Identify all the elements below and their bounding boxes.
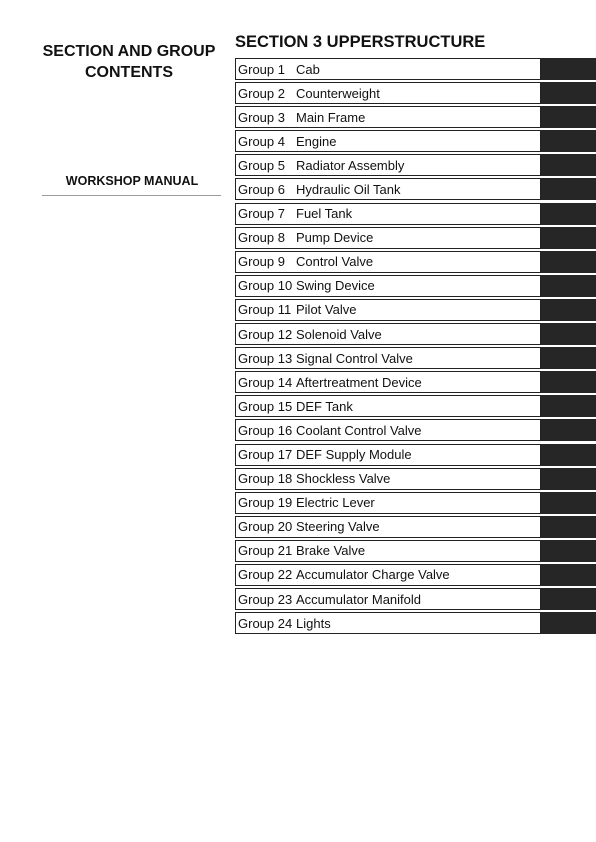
- group-name: Accumulator Charge Valve: [296, 567, 450, 583]
- group-number: Group 12: [238, 326, 293, 342]
- group-link[interactable]: [235, 444, 541, 466]
- group-row[interactable]: [235, 540, 596, 562]
- sidebar: [36, 41, 222, 83]
- group-number: Group 22: [238, 567, 293, 583]
- group-row[interactable]: [235, 371, 596, 393]
- group-tab-marker: [541, 251, 596, 273]
- group-number: Group 7: [238, 206, 285, 222]
- group-name: DEF Tank: [296, 398, 353, 414]
- group-link[interactable]: [235, 564, 541, 586]
- group-row[interactable]: [235, 251, 596, 273]
- group-name: Steering Valve: [296, 519, 380, 535]
- group-tab-marker: [541, 395, 596, 417]
- group-link[interactable]: [235, 419, 541, 441]
- group-name: Main Frame: [296, 109, 366, 125]
- group-tab-marker: [541, 154, 596, 176]
- group-link[interactable]: [235, 275, 541, 297]
- group-link[interactable]: [235, 371, 541, 393]
- group-tab-marker: [541, 82, 596, 104]
- group-name: Engine: [296, 133, 337, 149]
- group-tab-marker: [541, 444, 596, 466]
- group-name: Solenoid Valve: [296, 326, 382, 342]
- section-contents-title: SECTION AND GROUP CONTENTS: [42, 43, 216, 81]
- group-number: Group 15: [238, 398, 293, 414]
- group-tab-marker: [541, 203, 596, 225]
- group-row[interactable]: [235, 106, 596, 128]
- page-title: SECTION 3 UPPERSTRUCTURE: [235, 33, 486, 51]
- group-number: Group 17: [238, 447, 293, 462]
- group-row[interactable]: [235, 347, 596, 369]
- group-number: Group 18: [238, 471, 293, 487]
- group-name: Brake Valve: [296, 543, 366, 559]
- group-row[interactable]: [235, 395, 596, 417]
- group-name: Lights: [296, 615, 331, 631]
- group-row[interactable]: [235, 203, 596, 225]
- group-tab-marker: [541, 227, 596, 249]
- group-row[interactable]: [235, 58, 596, 80]
- group-name: Counterweight: [296, 85, 380, 101]
- group-tab-marker: [541, 130, 596, 152]
- group-row[interactable]: [235, 178, 596, 200]
- group-tab-marker: [541, 58, 596, 80]
- group-row[interactable]: [235, 612, 596, 634]
- group-number: Group 23: [238, 591, 293, 607]
- group-link[interactable]: [235, 178, 541, 200]
- group-tab-marker: [541, 371, 596, 393]
- group-tab-marker: [541, 347, 596, 369]
- group-tab-marker: [541, 106, 596, 128]
- group-tab-marker: [541, 540, 596, 562]
- group-name: Electric Lever: [296, 495, 375, 511]
- group-tab-marker: [541, 419, 596, 441]
- group-name: DEF Supply Module: [296, 447, 412, 462]
- group-tab-marker: [541, 299, 596, 321]
- group-number: Group 9: [238, 254, 285, 270]
- group-row[interactable]: [235, 588, 596, 610]
- group-tab-marker: [541, 612, 596, 634]
- group-row[interactable]: [235, 227, 596, 249]
- group-tab-marker: [541, 323, 596, 345]
- group-link[interactable]: [235, 299, 541, 321]
- group-link[interactable]: [235, 492, 541, 514]
- group-row[interactable]: [235, 82, 596, 104]
- group-number: Group 19: [238, 495, 293, 511]
- group-name: Swing Device: [296, 278, 375, 294]
- group-number: Group 13: [238, 350, 293, 366]
- group-tab-marker: [541, 178, 596, 200]
- group-number: Group 2: [238, 85, 285, 101]
- group-name: Signal Control Valve: [296, 350, 413, 366]
- group-number: Group 11: [238, 302, 292, 318]
- group-number: Group 24: [238, 615, 293, 631]
- group-number: Group 14: [238, 374, 293, 390]
- group-link[interactable]: [235, 227, 541, 249]
- group-link[interactable]: [235, 203, 541, 225]
- group-row[interactable]: [235, 444, 596, 466]
- group-link[interactable]: [235, 323, 541, 345]
- group-row[interactable]: [235, 275, 596, 297]
- group-list: [235, 58, 596, 636]
- group-tab-marker: [541, 468, 596, 490]
- group-number: Group 4: [238, 133, 285, 149]
- group-row[interactable]: [235, 492, 596, 514]
- group-row[interactable]: [235, 130, 596, 152]
- group-number: Group 6: [238, 181, 285, 197]
- group-name: Coolant Control Valve: [296, 422, 422, 438]
- group-name: Accumulator Manifold: [296, 591, 421, 607]
- group-link[interactable]: [235, 347, 541, 369]
- group-link[interactable]: [235, 251, 541, 273]
- group-link[interactable]: [235, 588, 541, 610]
- group-name: Fuel Tank: [296, 206, 353, 222]
- group-number: Group 1: [238, 61, 285, 77]
- group-link[interactable]: [235, 612, 541, 634]
- group-tab-marker: [541, 275, 596, 297]
- group-number: Group 8: [238, 230, 285, 246]
- group-row[interactable]: [235, 419, 596, 441]
- group-link[interactable]: [235, 468, 541, 490]
- group-link[interactable]: [235, 82, 541, 104]
- group-tab-marker: [541, 492, 596, 514]
- group-row[interactable]: [235, 299, 596, 321]
- group-name: Aftertreatment Device: [296, 374, 422, 390]
- group-link[interactable]: [235, 395, 541, 417]
- group-link[interactable]: [235, 154, 541, 176]
- group-row[interactable]: [235, 564, 596, 586]
- group-link[interactable]: [235, 58, 541, 80]
- group-number: Group 16: [238, 422, 293, 438]
- group-number: Group 20: [238, 519, 293, 535]
- group-number: Group 3: [238, 109, 285, 125]
- group-link[interactable]: [235, 540, 541, 562]
- group-link[interactable]: [235, 516, 541, 538]
- workshop-manual-label: WORKSHOP MANUAL: [65, 174, 199, 188]
- group-name: Radiator Assembly: [296, 157, 405, 173]
- group-tab-marker: [541, 564, 596, 586]
- divider: [42, 195, 221, 196]
- group-name: Hydraulic Oil Tank: [296, 181, 401, 197]
- group-link[interactable]: [235, 130, 541, 152]
- group-row[interactable]: [235, 516, 596, 538]
- group-row[interactable]: [235, 468, 596, 490]
- group-name: Pump Device: [296, 230, 374, 246]
- group-number: Group 10: [238, 278, 293, 294]
- group-number: Group 21: [238, 543, 293, 559]
- group-row[interactable]: [235, 323, 596, 345]
- group-link[interactable]: [235, 106, 541, 128]
- group-tab-marker: [541, 588, 596, 610]
- group-row[interactable]: [235, 154, 596, 176]
- group-name: Control Valve: [296, 254, 374, 270]
- group-name: Shockless Valve: [296, 471, 391, 487]
- group-name: Cab: [296, 61, 320, 77]
- group-name: Pilot Valve: [296, 302, 357, 318]
- group-number: Group 5: [238, 157, 285, 173]
- group-tab-marker: [541, 516, 596, 538]
